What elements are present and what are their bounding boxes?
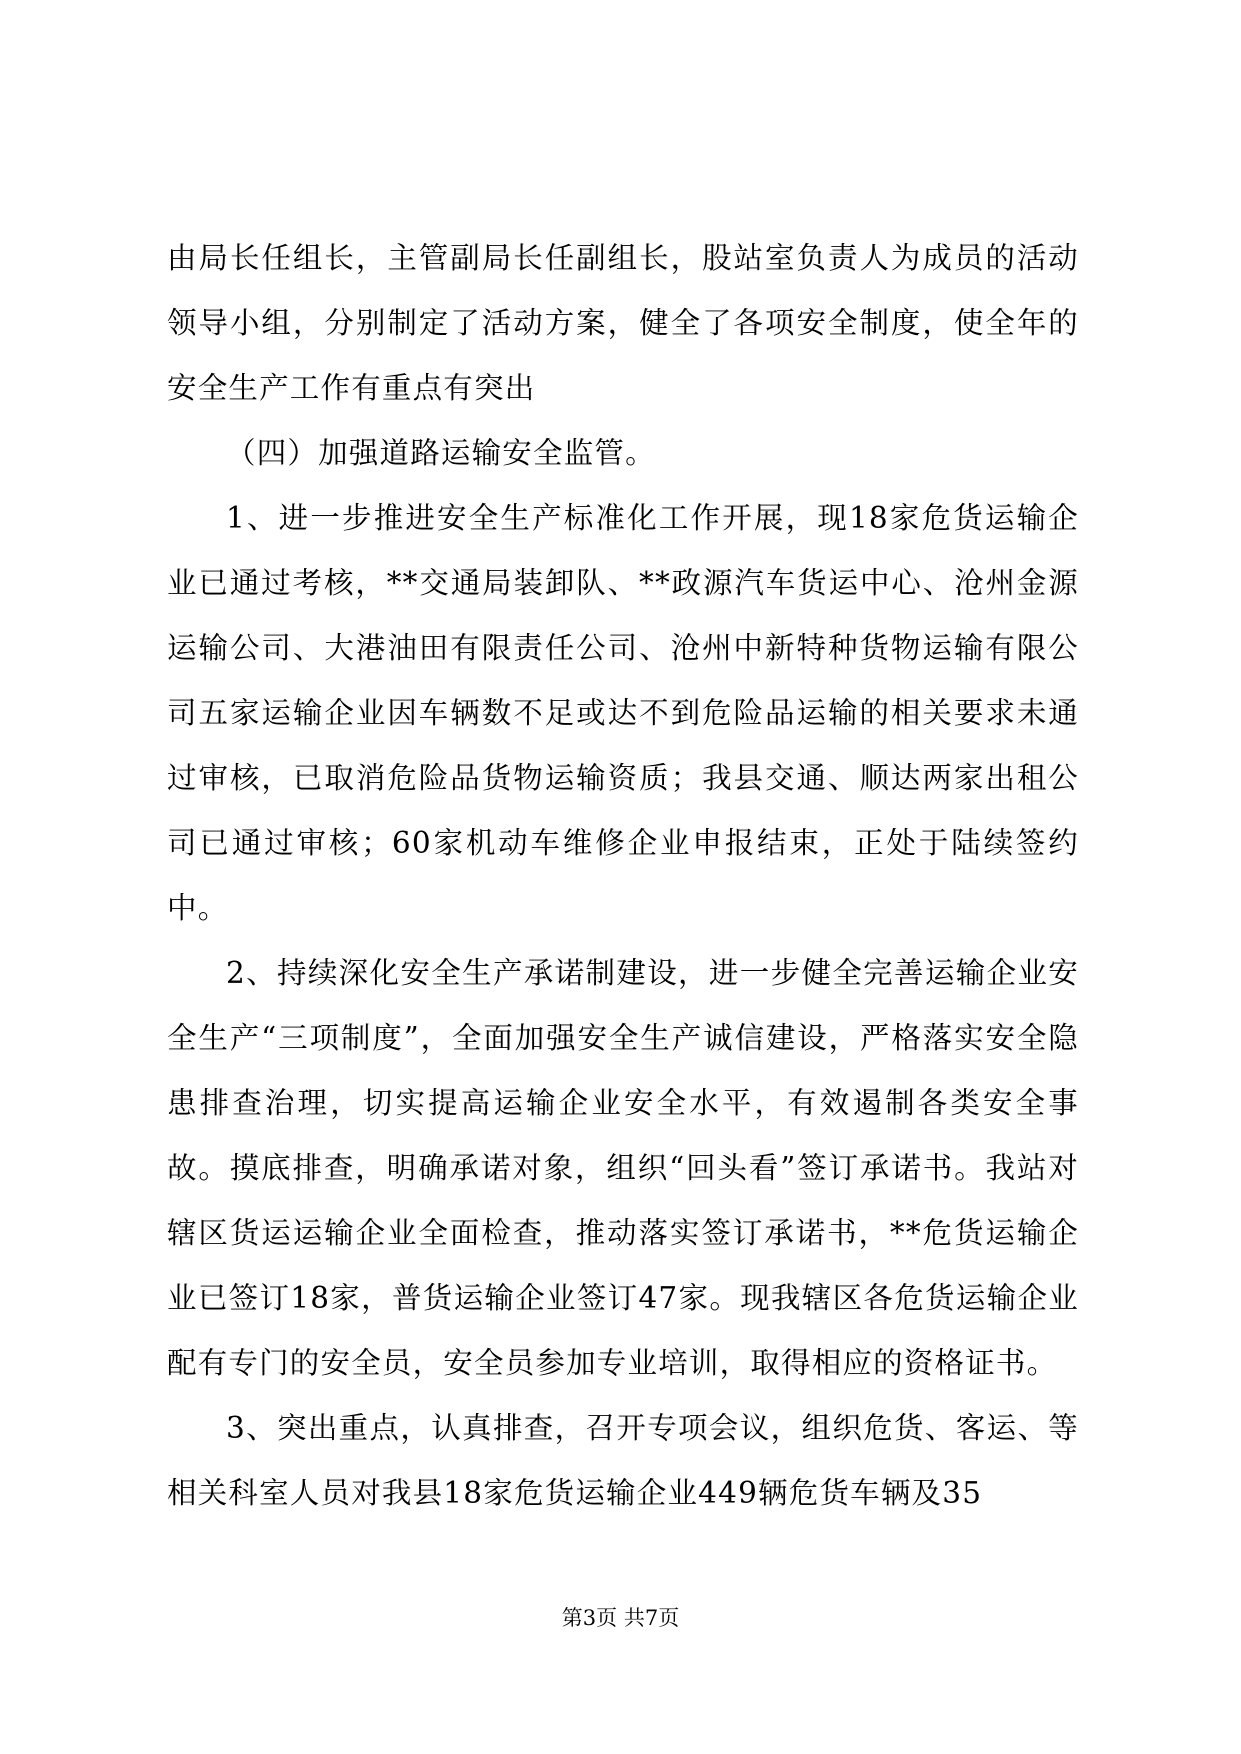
paragraph-item-2: 2、持续深化安全生产承诺制建设，进一步健全完善运输企业安全生产“三项制度”，全面加强安全生产诚信建设，严格落实安全隐患排查治理，切实提高运输企业安全水平，有效遏制各类安全事故。摸底排查，明确承诺对象，组织“回头看”签订承诺书。我站对辖区货运运输企业全面检查，推动落实签订承诺书，**危货运输企业已签订18家，普货运输企业签订47家。现我辖区各危货运输企业配有专门的安全员，安全员参加专业培训，取得相应的资格证书。 [167, 956, 1079, 1380]
paragraph-continuation: 由局长任组长，主管副局长任副组长，股站室负责人为成员的活动领导小组，分别制定了活动方案，健全了各项安全制度，使全年的安全生产工作有重点有突出 [167, 241, 1079, 405]
page-number-footer: 第3页 共7页 [561, 1606, 680, 1630]
paragraph-item-1: 1、进一步推进安全生产标准化工作开展，现18家危货运输企业已通过考核，**交通局装卸队、**政源汽车货运中心、沧州金源运输公司、大港油田有限责任公司、沧州中新特种货物运输有限公司五家运输企业因车辆数不足或达不到危险品运输的相关要求未通过审核，已取消危险品货物运输资质；我县交通、顺达两家出租公司已通过审核；60家机动车维修企业申报结束，正处于陆续签约中。 [167, 501, 1079, 925]
section-heading: （四）加强道路运输安全监管。 [226, 436, 656, 470]
document-body [167, 226, 1079, 1526]
paragraph-item-3: 3、突出重点，认真排查，召开专项会议，组织危货、客运、等相关科室人员对我县18家危货运输企业449辆危货车辆及35 [167, 1411, 1079, 1510]
